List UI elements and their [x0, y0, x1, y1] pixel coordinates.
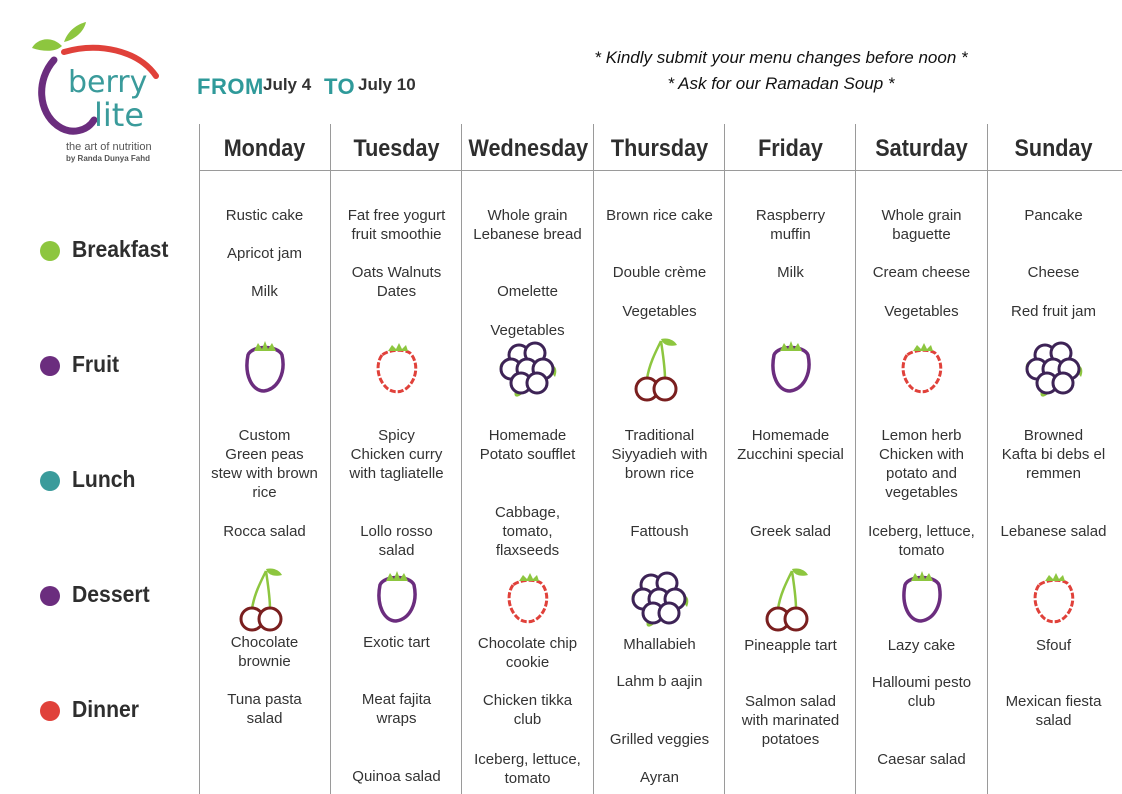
lunch-style: Browned	[1023, 427, 1084, 444]
breakfast-item: Omelette	[497, 283, 558, 300]
lunch-side: Lollo rosso salad	[360, 523, 433, 559]
dinner-item: Tuna pasta salad	[227, 691, 302, 727]
dessert-label: Dessert	[72, 581, 150, 607]
dinner-item: Grilled veggies	[609, 731, 710, 748]
logo-byline: by Randa Dunya Fahd	[66, 154, 151, 163]
dessert-dot	[40, 586, 60, 606]
notice-ramadan-soup: * Ask for our Ramadan Soup *	[667, 74, 895, 93]
dinner-item: Halloumi pesto club	[871, 674, 972, 710]
day-header-friday: Friday	[758, 135, 823, 162]
dinner-dot	[40, 701, 60, 721]
lunch-main: Green peas stew with brown rice	[211, 446, 318, 501]
dinner-item: Meat fajita wraps	[361, 691, 432, 727]
column-divider	[855, 124, 856, 794]
to-label: TO	[324, 74, 356, 99]
lunch-style: Traditional	[624, 427, 695, 444]
dinner-item: Lahm b aajin	[616, 673, 703, 690]
lunch-style: Homemade	[751, 427, 830, 444]
column-divider	[199, 124, 200, 794]
lunch-label: Lunch	[72, 466, 136, 492]
breakfast-item: Fat free yogurt fruit smoothie	[347, 207, 446, 243]
dinner-item: Mexican fiesta salad	[1005, 693, 1102, 729]
breakfast-item: Red fruit jam	[1010, 303, 1097, 320]
lunch-side: Cabbage, tomato, flaxseeds	[494, 504, 561, 559]
dinner-label: Dinner	[72, 696, 140, 722]
column-divider	[724, 124, 725, 794]
breakfast-item: Milk	[777, 264, 804, 281]
raspberry-icon	[887, 333, 957, 403]
breakfast-item: Vegetables	[490, 322, 565, 339]
header-divider	[199, 170, 1122, 171]
lunch-dot	[40, 471, 60, 491]
lunch-main: Kafta bi debs el remmen	[1001, 446, 1106, 482]
raspberry-icon	[493, 563, 563, 633]
dinner-item: Chicken tikka club	[482, 692, 573, 728]
cherries-icon	[756, 563, 826, 633]
blueberries-icon	[493, 333, 563, 403]
lunch-side: Iceberg, lettuce, tomato	[868, 523, 975, 559]
breakfast-item: Pancake	[1024, 207, 1083, 224]
raspberry-icon	[362, 333, 432, 403]
lunch-side: Fattoush	[630, 523, 689, 540]
dinner-item: Quinoa salad	[352, 768, 441, 785]
dessert-item: Exotic tart	[363, 634, 430, 651]
dinner-item: Ayran	[640, 769, 679, 786]
blueberries-icon	[1019, 333, 1089, 403]
plum-icon	[756, 333, 826, 403]
breakfast-item: Vegetables	[622, 303, 697, 320]
breakfast-item: Whole grain baguette	[881, 207, 962, 243]
lunch-style: Homemade	[488, 427, 567, 444]
column-divider	[593, 124, 594, 794]
dinner-item: Salmon salad with marinated potatoes	[741, 693, 840, 748]
breakfast-item: Raspberry muffin	[755, 207, 826, 243]
dessert-item: Sfouf	[1035, 637, 1072, 654]
lunch-main: Potato soufflet	[479, 446, 576, 463]
breakfast-item: Double crème	[612, 264, 707, 281]
day-header-thursday: Thursday	[610, 135, 709, 162]
cherries-icon	[625, 333, 695, 403]
lunch-side: Lebanese salad	[1000, 523, 1107, 540]
dessert-item: Lazy cake	[887, 637, 956, 654]
blueberries-icon	[625, 563, 695, 633]
plum-icon	[887, 563, 957, 633]
dinner-item: Caesar salad	[877, 751, 966, 768]
logo-tagline: the art of nutrition	[66, 141, 152, 153]
breakfast-item: Milk	[251, 283, 278, 300]
from-date: July 4	[263, 75, 312, 94]
dessert-item: Chocolate chip cookie	[477, 635, 578, 671]
lunch-main: Lemon herb Chicken with potato and vegetables	[878, 427, 965, 501]
breakfast-item: Whole grain Lebanese bread	[473, 207, 582, 243]
lunch-side: Greek salad	[750, 523, 831, 540]
dessert-item: Chocolate brownie	[230, 634, 299, 670]
breakfast-item: Apricot jam	[226, 245, 303, 262]
cherries-icon	[230, 563, 300, 633]
dessert-item: Pineapple tart	[744, 637, 837, 654]
breakfast-item: Brown rice cake	[606, 207, 713, 224]
fruit-label: Fruit	[72, 351, 120, 377]
lunch-main: Siyyadieh with brown rice	[611, 446, 708, 482]
column-divider	[461, 124, 462, 794]
plum-icon	[362, 563, 432, 633]
dessert-item: Mhallabieh	[623, 636, 696, 653]
lunch-style: Spicy	[378, 427, 415, 444]
breakfast-label: Breakfast	[72, 236, 169, 262]
raspberry-icon	[1019, 563, 1089, 633]
day-header-monday: Monday	[223, 135, 306, 162]
to-date: July 10	[358, 75, 416, 94]
column-divider	[330, 124, 331, 794]
day-header-sunday: Sunday	[1014, 135, 1093, 162]
svg-text:lite: lite	[94, 96, 145, 134]
day-header-wednesday: Wednesday	[468, 135, 589, 162]
column-divider	[987, 124, 988, 794]
breakfast-item: Cheese	[1027, 264, 1080, 281]
plum-icon	[230, 333, 300, 403]
lunch-style: Custom	[238, 427, 291, 444]
breakfast-item: Rustic cake	[225, 207, 304, 224]
day-header-saturday: Saturday	[875, 135, 968, 162]
lunch-main: Chicken curry with tagliatelle	[349, 446, 444, 482]
dinner-item: Iceberg, lettuce, tomato	[474, 751, 581, 787]
fruit-dot	[40, 356, 60, 376]
notice-menu-changes: * Kindly submit your menu changes before noon *	[594, 48, 968, 67]
breakfast-item: Cream cheese	[872, 264, 971, 281]
breakfast-item: Oats Walnuts Dates	[351, 264, 442, 300]
from-label: FROM	[197, 74, 264, 99]
lunch-side: Rocca salad	[223, 523, 306, 540]
day-header-tuesday: Tuesday	[353, 135, 440, 162]
breakfast-item: Vegetables	[884, 303, 959, 320]
svg-text:berry: berry	[68, 65, 148, 100]
lunch-main: Zucchini special	[737, 446, 844, 463]
breakfast-dot	[40, 241, 60, 261]
